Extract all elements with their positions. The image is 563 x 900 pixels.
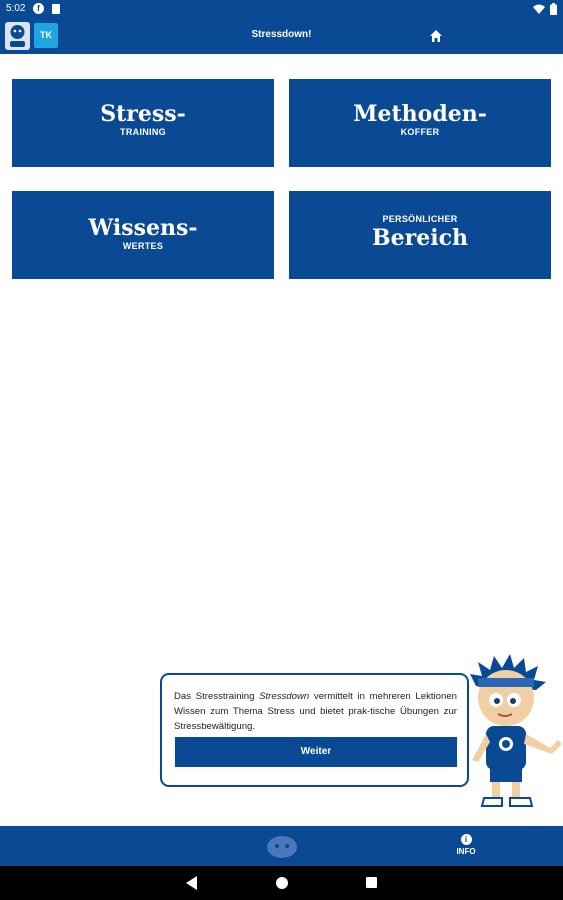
wissenswertes-tile[interactable] xyxy=(12,191,274,279)
tile-title: Bereich xyxy=(372,225,468,251)
bottom-bar xyxy=(0,826,563,866)
sd-card-icon xyxy=(52,4,60,14)
tile-title: Stress- xyxy=(100,101,186,127)
mascot-illustration xyxy=(468,648,563,818)
info-label: INFO xyxy=(456,847,476,856)
mascot-face-icon[interactable] xyxy=(266,834,298,858)
persoenlicher-bereich-tile[interactable] xyxy=(289,191,551,279)
tile-subtitle: PERSÖNLICHER xyxy=(382,214,458,224)
tile-title: Wissens- xyxy=(88,215,198,241)
tk-logo: TK xyxy=(34,23,58,48)
home-icon[interactable] xyxy=(428,28,444,44)
weiter-button[interactable]: Weiter xyxy=(175,737,457,767)
bubble-text-italic: Stressdown xyxy=(259,691,310,702)
app-title: Stressdown! xyxy=(251,29,312,40)
info-button[interactable] xyxy=(446,831,486,861)
recent-apps-icon[interactable] xyxy=(366,877,377,888)
stress-training-tile[interactable] xyxy=(12,79,274,167)
battery-icon xyxy=(550,3,557,15)
status-bar xyxy=(0,0,563,18)
info-icon: i xyxy=(461,834,472,845)
tile-subtitle: TRAINING xyxy=(120,127,166,137)
status-time: 5:02 xyxy=(6,3,26,14)
app-bar xyxy=(0,18,563,54)
f-notification-icon: f xyxy=(33,3,44,14)
home-nav-icon[interactable] xyxy=(276,877,288,889)
bubble-text-part2: vermittelt in mehreren Lektionen Wissen zum Thema Stress und bietet prak-tische Übungen zur Stressbewältigung. xyxy=(174,691,458,732)
system-nav-bar xyxy=(0,866,563,900)
wifi-icon xyxy=(533,4,545,14)
tile-title: Methoden- xyxy=(353,101,487,127)
info-bubble xyxy=(160,673,469,787)
bubble-text-part1: Das Stresstraining xyxy=(174,691,260,702)
tile-subtitle: KOFFER xyxy=(400,127,440,137)
bubble-text xyxy=(174,689,457,734)
methoden-koffer-tile[interactable] xyxy=(289,79,551,167)
tile-subtitle: WERTES xyxy=(122,241,164,251)
status-icons xyxy=(533,3,557,15)
back-icon[interactable] xyxy=(186,876,198,890)
